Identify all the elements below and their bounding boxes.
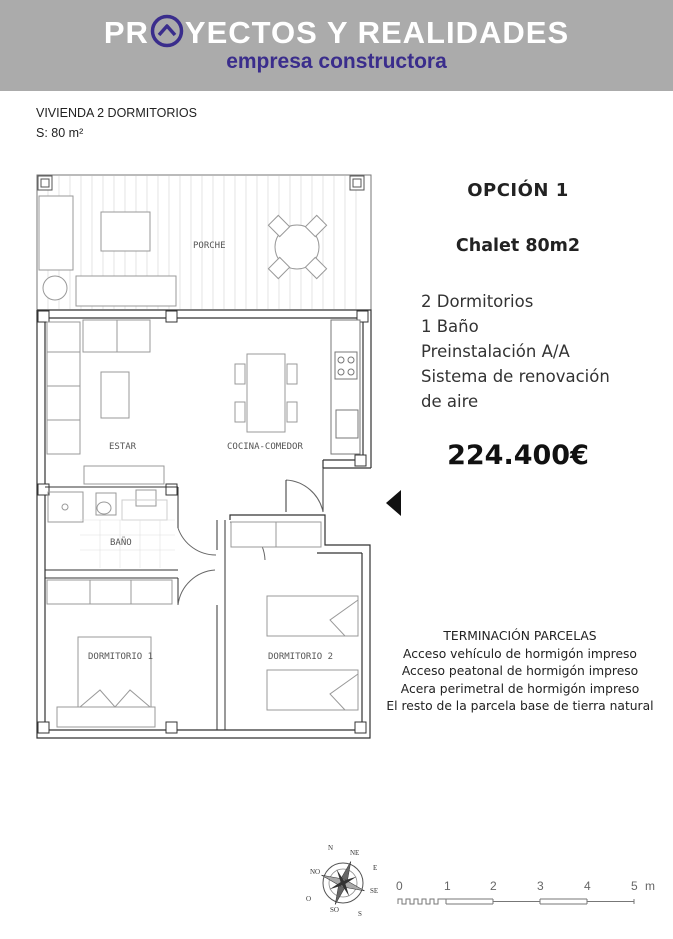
feature-item: 2 Dormitorios	[421, 292, 534, 311]
plot-finish-item: Acceso vehículo de hormigón impreso	[403, 646, 637, 661]
feature-item: Sistema de renovación	[421, 367, 610, 386]
compass-label: N	[328, 844, 334, 852]
room-label-living: ESTAR	[109, 442, 137, 452]
feature-item: de aire	[421, 392, 479, 411]
compass-label: O	[306, 895, 312, 903]
feature-item: Preinstalación A/A	[421, 342, 570, 361]
compass-label: S	[358, 910, 362, 918]
company-name-part-1: PR	[103, 15, 149, 50]
scale-label: 3	[537, 879, 544, 893]
room-label-porch: PORCHE	[193, 241, 226, 251]
compass-label: SE	[370, 887, 379, 895]
scale-label: 1	[444, 879, 451, 893]
price: 224.400€	[447, 440, 589, 471]
dwelling-surface: S: 80 m²	[36, 126, 84, 140]
scale-label: 4	[584, 879, 591, 893]
compass-rose-icon	[298, 838, 388, 928]
room-label-bath: BAÑO	[110, 538, 132, 548]
feature-list	[421, 289, 651, 414]
option-title: OPCIÓN 1	[467, 180, 569, 201]
compass-label: E	[373, 864, 378, 872]
company-name-part-2: YECTOS Y REALIDADES	[184, 15, 570, 50]
room-label-bedroom-2: DORMITORIO 2	[268, 652, 334, 662]
scale-label: 0	[396, 879, 403, 893]
room-label-kitchen-dining: COCINA-COMEDOR	[227, 442, 303, 452]
dwelling-type: VIVIENDA 2 DORMITORIOS	[36, 106, 197, 120]
company-tagline: empresa constructora	[226, 50, 447, 73]
scale-label: 2	[490, 879, 497, 893]
plot-finish-item: El resto de la parcela base de tierra natural	[386, 699, 654, 713]
house-type: Chalet 80m2	[455, 236, 581, 256]
plot-finishes	[380, 628, 660, 716]
scale-unit: m	[645, 879, 655, 893]
room-label-bedroom-1: DORMITORIO 1	[88, 652, 154, 662]
plot-finish-item: Acceso peatonal de hormigón impreso	[401, 664, 639, 678]
plot-finish-item: Acera perimetral de hormigón impreso	[400, 681, 640, 696]
scale-bar	[396, 874, 666, 914]
feature-item: 1 Baño	[421, 317, 479, 336]
compass-label: NO	[310, 868, 321, 876]
scale-label: 5	[631, 879, 638, 893]
compass-label: SO	[330, 906, 339, 914]
plot-finishes-title: TERMINACIÓN PARCELAS	[443, 629, 597, 643]
compass-label: NE	[350, 849, 360, 857]
